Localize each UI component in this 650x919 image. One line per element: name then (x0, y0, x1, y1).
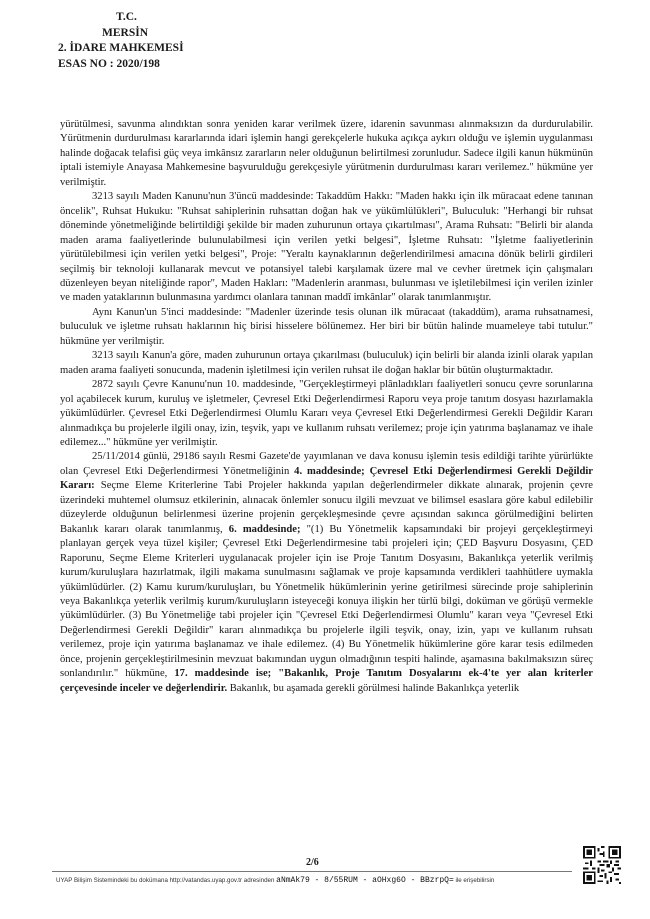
p6-text-a: 25/11/2014 günlü, 29186 sayılı Resmi Gazete'de yayımlanan ve dava konusu işlemin tesis edildiği tarihte yürürlükte olan Çevresel Etki Değerlendirmesi Yönetmeliğinin (60, 451, 593, 477)
header-court: 2. İDARE MAHKEMESİ (58, 42, 184, 54)
header-tc: T.C. (116, 11, 137, 23)
court-header (58, 10, 218, 72)
footer-text: UYAP Bilişim Sistemindeki bu dokümana http://vatandas.uyap.gov.tr adresinden (56, 877, 275, 884)
paragraph-2: 3213 sayılı Maden Kanunu'nun 3'üncü maddesinde: Takaddüm Hakkı: "Maden hakkı için ilk müracaat edene tanınan öncelik", Ruhsat Hukuku: "Ruhsat sahiplerinin ruhsattan doğan hak ve yükümlülükleri", Buluculuk: "Herhangi bir ruhsat döneminde yönetmeliğinde belirtildiği şekilde bir maden zuhurunun ortaya çıkartılması", Arama Ruhsatı: "Belirli bir alanda maden arama faaliyetlerinde bulunulabilmesi için verilen yetki belgesi", İşletme Ruhsatı: "İşletme faaliyetlerinin yürütülebilmesi için verilen yetki belgesi", Proje: "Yeraltı kaynaklarının değerlendirilmesi amacına dönük belirli girdileri seçilmiş bir teknoloji kullanarak mevcut ve potansiyel talebi karşılamak üzere mal ve cevher üretmek için çalışmaları düzenleyen beyan niteliğinde rapor", Maden Hakları: "Madenlerin aranması, bulunması ve işletilebilmesi için verilen izinler ve maden yataklarının bulunmasına yardımcı olanlara tanınan maddî imkânlar" olarak tanımlanmıştır. (60, 191, 593, 304)
paragraph-1: yürütülmesi, savunma alındıktan sonra yeniden karar verilmek üzere, idarenin savunması alınmaksızın da durdurulabilir. Yürütmenin durdurulması kararlarında idari işlemin hangi gerekçelerle hukuka açıkça aykırı olduğu ve işlemin uygulanması halinde doğacak telafisi güç veya imkânsız zararların neler olduğunun belirtilmesi zorunludur. Sadece ilgili kanun hükmünün iptali istemiyle Anayasa Mahkemesine başvurulduğu gerekçesiyle yürütmenin durdurulması kararı verilemez." hükmüne yer verilmiştir. (60, 119, 593, 188)
p6-text-c: Seçme Eleme Kriterlerine Tabi Projeler hakkında yapılan değerlendirmeler dikkate alınarak, projenin çevre üzerindeki muhtemel olumsuz etkilerinin, alınacak önlemler sonucu ilgili mevzuat ve bilimsel esaslara göre kabul edilebilir düzeylerde olduğunun belirlenmesi üzerine projenin gerçekleşmesinde çevre açısından sakınca görülmediğini belirten Bakanlık kararı olarak tanımlanmış, (60, 480, 593, 535)
footer-divider (52, 871, 572, 872)
document-body (60, 118, 593, 696)
paragraph-5: 2872 sayılı Çevre Kanunu'nun 10. maddesinde, "Gerçekleştirmeyi plânladıkları faaliyetleri sonucu çevre sorunlarına yol açabilecek kurum, kuruluş ve işletmeler, Çevresel Etki Değerlendirmesi Raporu veya proje tanıtım dosyası hazırlamakla yükümlüdürler. Çevresel Etki Değerlendirmesi Olumlu Kararı veya Çevresel Etki Değerlendirmesi Gerekli Değildir Kararı alınmadıkça bu projelerle ilgili onay, izin, teşvik, yapı ve kullanım ruhsatı verilemez; proje için yatırıma başlanamaz ve ihale edilemez..." hükmüne yer verilmiştir. (60, 379, 593, 448)
p6-text-g: Bakanlık, bu aşamada gerekli görülmesi halinde Bakanlıkça yeterlik (227, 682, 520, 694)
p6-bold-article-17: 17. maddesinde ise; "Bakanlık, Proje Tanıtım Dosyalarını ek-4'te yer alan kriterler çerçevesinde inceler ve değerlendirir. (60, 668, 594, 694)
header-city: MERSİN (102, 26, 149, 39)
page-number: 2/6 (306, 857, 319, 868)
footer-access-code: aNmAk79 - 8/55RUM - aOHxg6O - BBzrpQ= (276, 876, 454, 885)
qr-code-icon (583, 846, 621, 884)
uyap-footer (56, 876, 586, 885)
p6-bold-article-6: 6. maddesinde; (228, 523, 301, 535)
header-case-no: ESAS NO : 2020/198 (58, 57, 160, 70)
footer-suffix: ile erişebilirsin (455, 877, 495, 884)
paragraph-4: 3213 sayılı Kanun'a göre, maden zuhurunun ortaya çıkarılması (buluculuk) için belirli bir alanda izinli olarak yapılan maden arama faaliyeti sonucunda, madenin işletilmesi için verilen ruhsat ile doğan haklar bir bütün oluşturmaktadır. (60, 350, 593, 376)
p6-bold-article-4: 4. maddesinde; Çevresel Etki Değerlendirmesi Gerekli Değildir Kararı: (60, 465, 593, 492)
paragraph-6 (60, 450, 593, 696)
p6-text-e: "(1) Bu Yönetmelik kapsamındaki bir projeyi gerçekleştirmeyi planlayan gerçek veya tüzel kişiler; Çevresel Etki Değerlendirmesine tabi projeleri için; ÇED Başvuru Dosyasını, ÇED Raporunu, Seçme Eleme Kriterleri uygulanacak projeler için ise Proje Tanıtım Dosyasını, Bakanlıkça yeterlik verilmiş kurum/kuruluşlara hazırlatmak, ilgili makama sunulmasını sağlamak ve proje kapsamında verdikleri taahhütlere uymakla yükümlüdürler. (2) Kamu kurum/kuruluşları, bu Yönetmelik hükümlerinin yerine getirilmesi sürecinde proje sahiplerinin veya Bakanlıkça yeterlik verilmiş kurum/kuruluşların isteyeceği konuya ilişkin her türlü bilgi, doküman ve görüşü vermekle yükümlüdürler. (3) Bu Yönetmeliğe tabi projeler için "Çevresel Etki Değerlendirmesi Olumlu" kararı veya "Çevresel Etki Değerlendirmesi Gerekli Değildir" kararı alınmadıkça bu projelerle ilgili teşvik, onay, izin, yapı ve kullanım ruhsatı verilemez, proje için yatırıma başlanamaz ve ihale edilemez. (4) Bu Yönetmelik hükümlerine göre karar tesis edilmeden önce, projenin gerçekleştirilmesinin mevzuat bakımından uygun olmadığının tespiti halinde, aşamasına bakılmaksızın süreç sonlandırılır." hükmüne, (60, 523, 593, 680)
paragraph-3: Aynı Kanun'un 5'inci maddesinde: "Madenler üzerinde tesis olunan ilk müracaat (takaddüm), arama ruhsatnamesi, buluculuk ve işletme ruhsatı haklarının hiç birisi hisselere bölünemez. Her biri bir bütün halinde muameleye tabi tutulur." hükmüne yer verilmiştir. (60, 306, 593, 347)
